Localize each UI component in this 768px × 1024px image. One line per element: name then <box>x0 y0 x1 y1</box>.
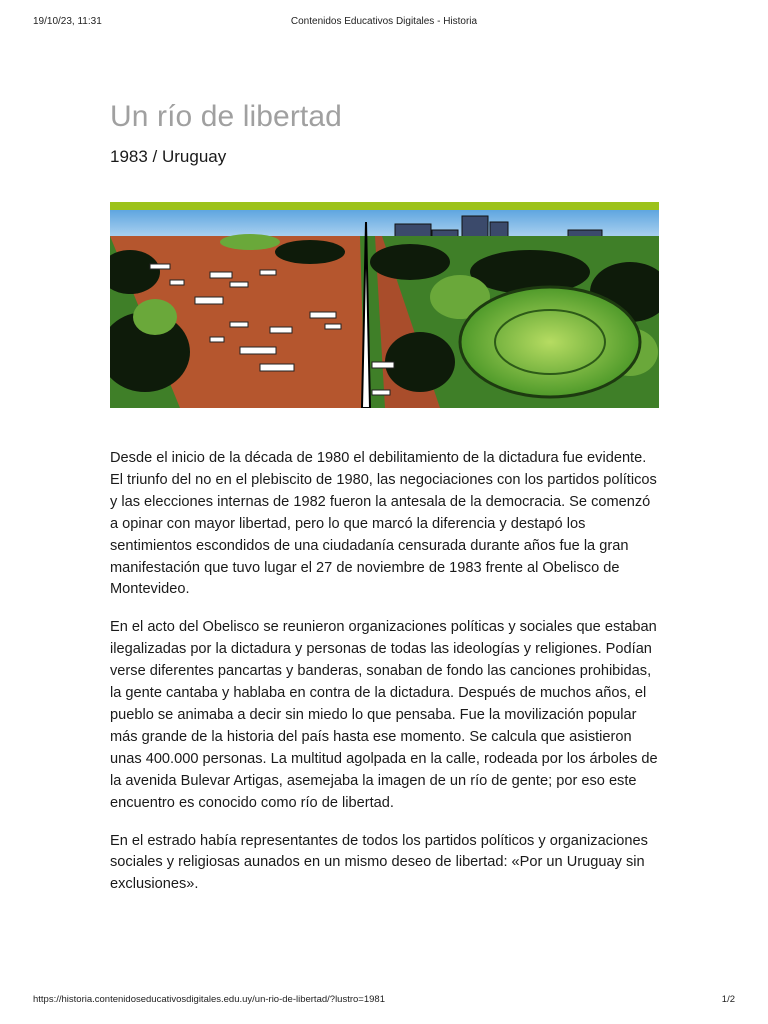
print-url: https://historia.contenidoseducativosdigitales.edu.uy/un-rio-de-libertad/?lustro=1981 <box>33 994 385 1005</box>
article <box>110 100 659 912</box>
article-body <box>110 448 659 896</box>
article-paragraph: En el acto del Obelisco se reunieron organizaciones políticas y sociales que estaban ilegalizadas por la dictadura y personas de todas las ideologías y religiones. Podían verse diferentes pancartas y banderas, sonaban de fondo las canciones prohibidas, la gente cantaba y hablaba en contra de la dictadura. Después de muchos años, el pueblo se animaba a decir sin miedo lo que pensaba. Fue la movilización popular más grande de la historia del país hasta ese momento. Se calcula que asistieron unas 400.000 personas. La multitud agolpada en la calle, rodeada por los árboles de la avenida Bulevar Artigas, asemejaba la imagen de un río de gente; por eso este encuentro es conocido como río de libertad. <box>110 619 658 811</box>
article-paragraph: Desde el inicio de la década de 1980 el debilitamiento de la dictadura fue evidente. El triunfo del no en el plebiscito de 1980, las negociaciones con los partidos políticos y las elecciones internas de 1982 fueron la antesala de la democracia. Se comenzó a opinar con mayor libertad, pero lo que marcó la diferencia y destapó los sentimientos escondidos de una ciudadanía censurada durante años fue la gran manifestación que tuvo lugar el 27 de noviembre de 1983 frente al Obelisco de Montevideo. <box>110 450 657 598</box>
print-document-title: Contenidos Educativos Digitales - Historia <box>290 16 478 27</box>
page-number: 1/2 <box>721 994 735 1005</box>
print-date: 19/10/23, 11:31 <box>33 16 102 27</box>
page-title: Un río de libertad <box>110 100 342 133</box>
article-paragraph: En el estrado había representantes de todos los partidos políticos y organizaciones sociales y religiosas aunados en un mismo deseo de libertad: «Por un Uruguay sin exclusiones». <box>110 832 648 893</box>
accent-bar <box>110 202 659 210</box>
page-subtitle: 1983 / Uruguay <box>110 147 227 166</box>
park-roundabout <box>460 287 640 397</box>
hero-illustration <box>110 202 659 408</box>
